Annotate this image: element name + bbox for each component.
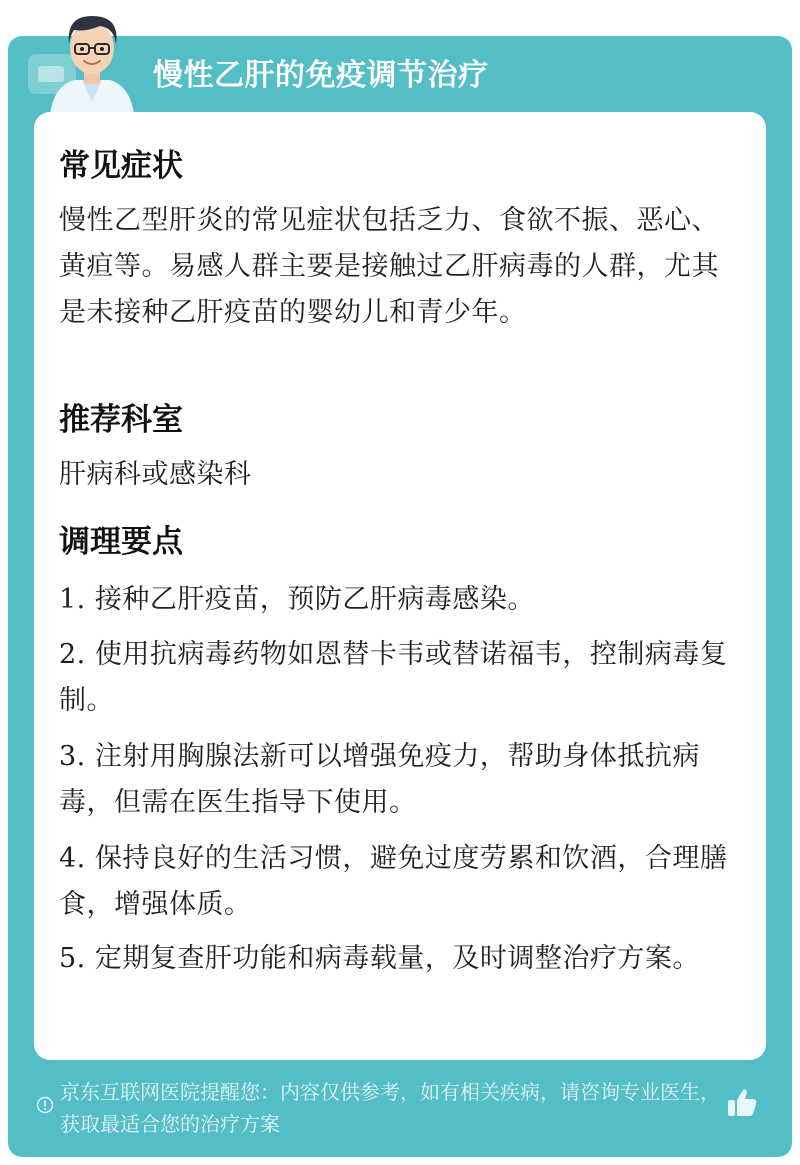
care-item-text: 注射用胸腺法新可以增强免疫力，帮助身体抵抗病毒，但需在医生指导下使用。: [59, 741, 700, 818]
page-title: 慢性乙肝的免疫调节治疗: [153, 58, 489, 93]
care-item-text: 保持良好的生活习惯，避免过度劳累和饮酒，合理膳食，增强体质。: [59, 843, 728, 920]
info-card: [34, 112, 766, 1060]
care-item-number: 5.: [59, 943, 86, 974]
care-item: [59, 577, 731, 623]
care-item-text: 接种乙肝疫苗，预防乙肝病毒感染。: [94, 584, 535, 615]
care-item: [59, 936, 731, 982]
department-text: 肝病科或感染科: [59, 459, 252, 490]
care-item: [59, 836, 731, 928]
thumbs-up-icon[interactable]: [724, 1084, 760, 1120]
care-item: [59, 632, 731, 724]
info-icon: [36, 1096, 54, 1114]
symptoms-heading: 常见症状: [59, 148, 183, 184]
care-item: [59, 734, 731, 826]
care-item-number: 1.: [59, 584, 86, 615]
symptoms-text: 慢性乙型肝炎的常见症状包括乏力、食欲不振、恶心、黄疸等。易感人群主要是接触过乙肝病毒的人群，尤其是未接种乙肝疫苗的婴幼儿和青少年。: [59, 205, 719, 328]
department-heading: 推荐科室: [59, 402, 183, 438]
doctor-avatar-icon: [44, 6, 140, 114]
care-item-number: 2.: [59, 639, 86, 670]
care-heading: 调理要点: [59, 524, 183, 560]
care-item-text: 定期复查肝功能和病毒载量，及时调整治疗方案。: [94, 943, 700, 974]
care-item-number: 3.: [59, 741, 86, 772]
care-item-text: 使用抗病毒药物如恩替卡韦或替诺福韦，控制病毒复制。: [59, 639, 728, 716]
care-item-number: 4.: [59, 843, 86, 874]
disclaimer-text: 京东互联网医院提醒您：内容仅供参考，如有相关疾病，请咨询专业医生，获取最适合您的治疗方案: [60, 1080, 720, 1136]
